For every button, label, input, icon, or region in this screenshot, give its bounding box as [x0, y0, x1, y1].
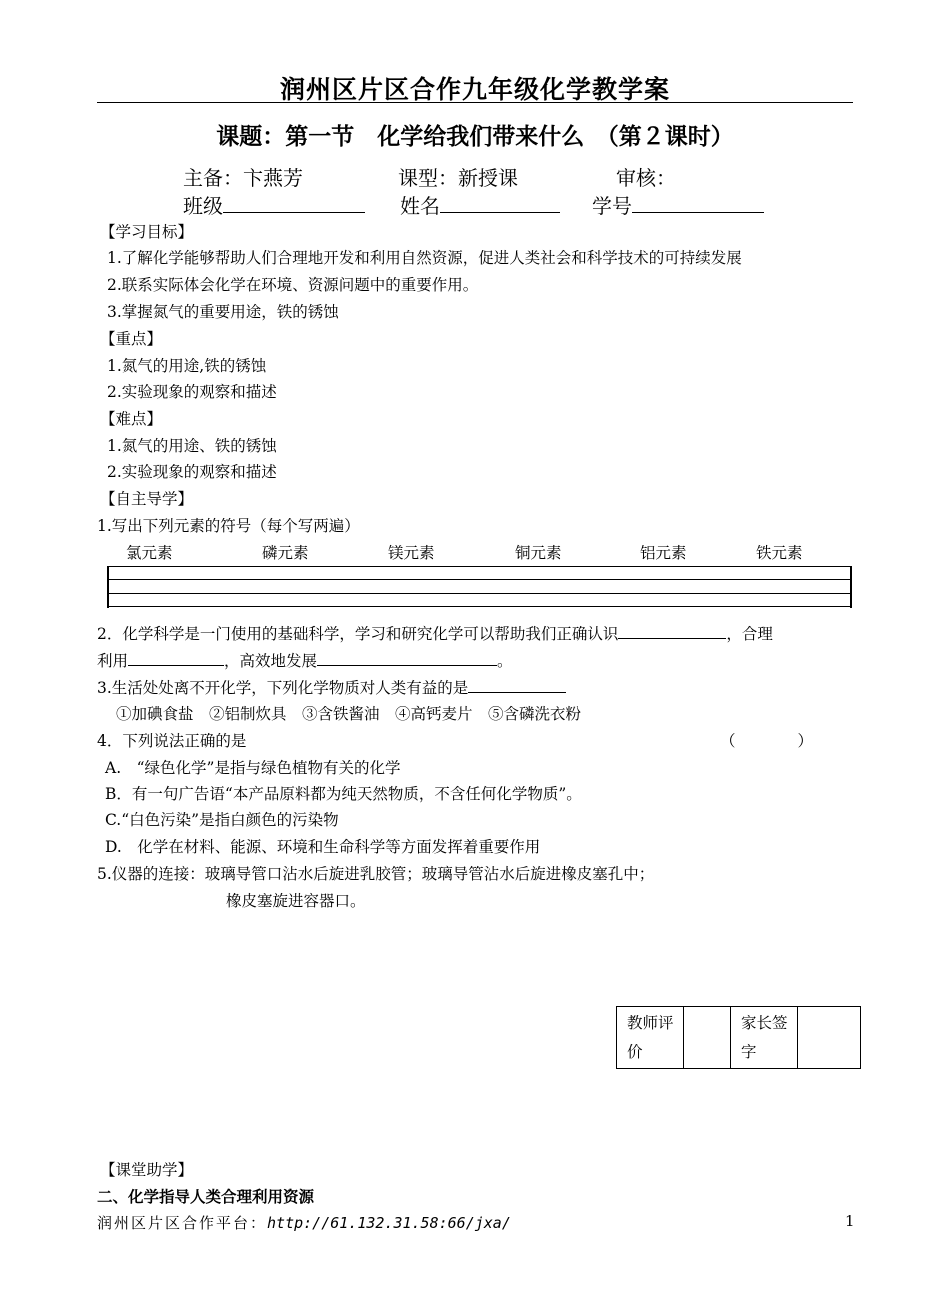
student-number-label: 学号	[592, 194, 632, 218]
header-divider	[97, 102, 853, 103]
key-point-item: 2.实验现象的观察和描述	[107, 383, 277, 401]
name-label: 姓名	[400, 194, 440, 218]
question-2-text: 2．化学科学是一门使用的基础科学，学习和研究化学可以帮助我们正确认识	[97, 625, 619, 643]
question-1: 1.写出下列元素的符号（每个写两遍）	[97, 517, 360, 535]
question-4-option-d: D. 化学在材料、能源、环境和生命科学等方面发挥着重要作用	[105, 838, 541, 856]
question-3-options: ①加碘食盐 ②铝制炊具 ③含铁酱油 ④高钙麦片 ⑤含磷洗衣粉	[116, 705, 582, 723]
question-4-option-b: B．有一句广告语“本产品原料都为纯天然物质，不含任何化学物质”。	[105, 785, 582, 803]
grid-line	[109, 579, 850, 580]
teacher-evaluation-label: 教师评价	[617, 1007, 684, 1069]
question-3-blank[interactable]	[468, 678, 566, 693]
key-point-item: 1.氮气的用途,铁的锈蚀	[107, 357, 267, 375]
objective-item: 3.掌握氮气的重要用途，铁的锈蚀	[107, 303, 339, 321]
writing-grid[interactable]	[107, 566, 852, 608]
element-phosphorus: 磷元素	[262, 544, 309, 562]
element-magnesium: 镁元素	[388, 544, 435, 562]
parent-signature-cell[interactable]	[798, 1007, 861, 1069]
element-aluminum: 铝元素	[640, 544, 687, 562]
element-chlorine: 氯元素	[126, 544, 173, 562]
element-iron: 铁元素	[756, 544, 803, 562]
objective-item: 1.了解化学能够帮助人们合理地开发和利用自然资源，促进人类社会和科学技术的可持续发展	[107, 249, 742, 267]
difficulty-item: 1.氮气的用途、铁的锈蚀	[107, 437, 277, 455]
question-3	[97, 676, 566, 698]
footer-platform	[97, 1212, 511, 1233]
question-4-option-a: A. “绿色化学”是指与绿色植物有关的化学	[105, 759, 401, 777]
name-blank[interactable]	[440, 192, 560, 213]
footer-url[interactable]: http://61.132.31.58:66/jxa/	[267, 1214, 511, 1232]
question-4-answer-bracket[interactable]: （ ）	[720, 732, 814, 750]
class-blank[interactable]	[223, 192, 365, 213]
student-number-field	[592, 190, 764, 219]
key-points-heading: 【重点】	[100, 330, 163, 348]
difficulty-item: 2.实验现象的观察和描述	[107, 463, 277, 481]
grid-line	[109, 606, 850, 607]
evaluation-table	[616, 1006, 861, 1069]
objectives-heading: 【学习目标】	[100, 223, 194, 241]
grid-line	[109, 566, 850, 567]
question-2-line-1	[97, 622, 773, 644]
name-field	[400, 190, 560, 219]
question-5-line-1: 5.仪器的连接：玻璃导管口沾水后旋进乳胶管；玻璃导管沾水后旋进橡皮塞孔中；	[97, 865, 655, 883]
element-copper: 铜元素	[515, 544, 562, 562]
question-2-text: 利用	[97, 652, 129, 670]
difficulties-heading: 【难点】	[100, 410, 163, 428]
class-label: 班级	[183, 194, 223, 218]
question-4-option-c: C.“白色污染”是指白颜色的污染物	[105, 811, 339, 829]
question-2-text: ，高效地发展	[224, 652, 318, 670]
author-label: 主备：卞燕芳	[183, 166, 303, 190]
classroom-heading: 【课堂助学】	[100, 1161, 194, 1179]
parent-signature-label: 家长签字	[731, 1007, 798, 1069]
lesson-type-label: 课型：新授课	[398, 166, 518, 190]
question-4: 4．下列说法正确的是	[97, 732, 247, 750]
question-2-blank-3[interactable]	[317, 651, 497, 666]
question-2-line-2	[97, 649, 513, 671]
question-3-text: 3.生活处处离不开化学，下列化学物质对人类有益的是	[97, 679, 469, 697]
question-2-text: ，合理	[726, 625, 773, 643]
lesson-title: 课题：第一节 化学给我们带来什么 （第２课时）	[216, 124, 734, 150]
header-title: 润州区片区合作九年级化学教学案	[279, 75, 670, 104]
question-2-text: 。	[497, 652, 513, 670]
objective-item: 2.联系实际体会化学在环境、资源问题中的重要作用。	[107, 276, 479, 294]
question-2-blank-1[interactable]	[618, 624, 726, 639]
self-study-heading: 【自主导学】	[100, 490, 194, 508]
class-field	[183, 190, 365, 219]
footer-platform-label: 润州区片区合作平台：	[97, 1214, 268, 1232]
question-2-blank-2[interactable]	[128, 651, 224, 666]
section-title: 二、化学指导人类合理利用资源	[97, 1188, 315, 1206]
page-number: 1	[845, 1212, 855, 1230]
teacher-evaluation-cell[interactable]	[684, 1007, 731, 1069]
grid-line	[109, 593, 850, 594]
student-number-blank[interactable]	[632, 192, 764, 213]
review-label: 审核：	[616, 166, 676, 190]
question-5-line-2: 橡皮塞旋进容器口。	[226, 892, 366, 910]
